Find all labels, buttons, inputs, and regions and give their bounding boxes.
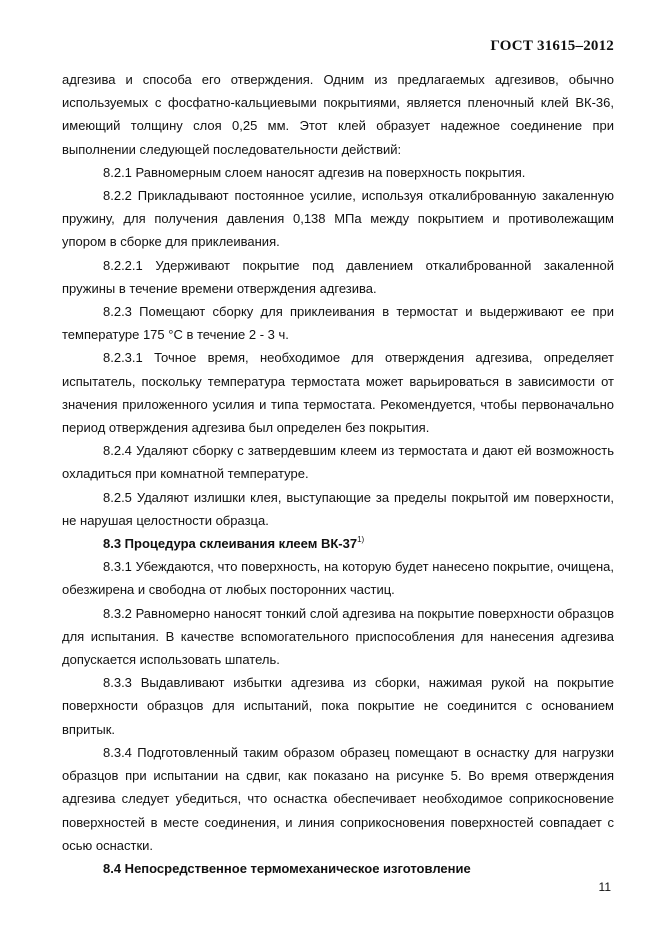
paragraph-continuation: адгезива и способа его отверждения. Одним из предлагаемых адгезивов, обычно используемых с фосфатно-кальциевыми покрытиями, является пленочный клей ВК-36, имеющий толщину слоя 0,25 мм. Этот клей образует надежное соединение при выполнении следующей последовательности действий: [62, 72, 614, 157]
paragraph-8-3-3: 8.3.3 Выдавливают избытки адгезива из сборки, нажимая рукой на покрытие поверхности образцов для испытаний, пока покрытие не соединится с основанием впритык. [62, 675, 614, 737]
paragraph-8-3-1: 8.3.1 Убеждаются, что поверхность, на которую будет нанесено покрытие, очищена, обезжирена и свободна от любых посторонних частиц. [62, 559, 614, 598]
paragraph-8-2-3-1: 8.2.3.1 Точное время, необходимое для отверждения адгезива, определяет испытатель, поскольку температура термостата может варьироваться в зависимости от значения приложенного усилия и типа термостата. Рекомендуется, чтобы первоначально период отверждения адгезива был определен без покрытия. [62, 350, 614, 436]
page-number: 11 [598, 880, 611, 894]
paragraph-8-2-5: 8.2.5 Удаляют излишки клея, выступающие за пределы покрытой им поверхности, не нарушая целостности образца. [62, 489, 614, 528]
paragraph-8-2-3: 8.2.3 Помещают сборку для приклеивания в термостат и выдерживают ее при температуре 175 °С в течение 2 - 3 ч. [62, 304, 614, 343]
paragraph-8-2-2-1: 8.2.2.1 Удерживают покрытие под давлением откалиброванной закаленной пружины в течение времени отверждения адгезива. [62, 257, 614, 296]
paragraph-8-2-4: 8.2.4 Удаляют сборку с затвердевшим клеем из термостата и дают ей возможность охладиться при комнатной температуре. [62, 443, 614, 482]
paragraph-8-2-1: 8.2.1 Равномерным слоем наносят адгезив на поверхность покрытия. [103, 164, 526, 180]
paragraph-8-3-4: 8.3.4 Подготовленный таким образом образец помещают в оснастку для нагрузки образцов при испытании на сдвиг, как показано на рисунке 5. Во время отверждения адгезива следует убедиться, что оснастка обеспечивает необходимое соприкосновение поверхностей в месте соединения, и линия соприкосновения поверхностей совпадает с осью оснастки. [62, 744, 614, 853]
paragraph-8-2-2: 8.2.2 Прикладывают постоянное усилие, используя откалиброванную закаленную пружину, для получения давления 0,138 МПа между покрытием и противолежащим упором в сборке для приклеивания. [62, 188, 614, 250]
section-heading-8-3 [62, 532, 614, 555]
paragraph-8-3-2: 8.3.2 Равномерно наносят тонкий слой адгезива на покрытие поверхности образцов для испытания. В качестве вспомогательного приспособления для нанесения адгезива допускается использовать шпатель. [62, 605, 614, 668]
footnote-marker: 1) [357, 535, 365, 545]
document-body [62, 68, 614, 880]
document-code-header: ГОСТ 31615–2012 [490, 38, 614, 54]
section-heading-8-3-text: 8.3 Процедура склеивания клеем ВК-37 [103, 536, 358, 552]
section-heading-8-4: 8.4 Непосредственное термомеханическое изготовление [103, 860, 471, 876]
